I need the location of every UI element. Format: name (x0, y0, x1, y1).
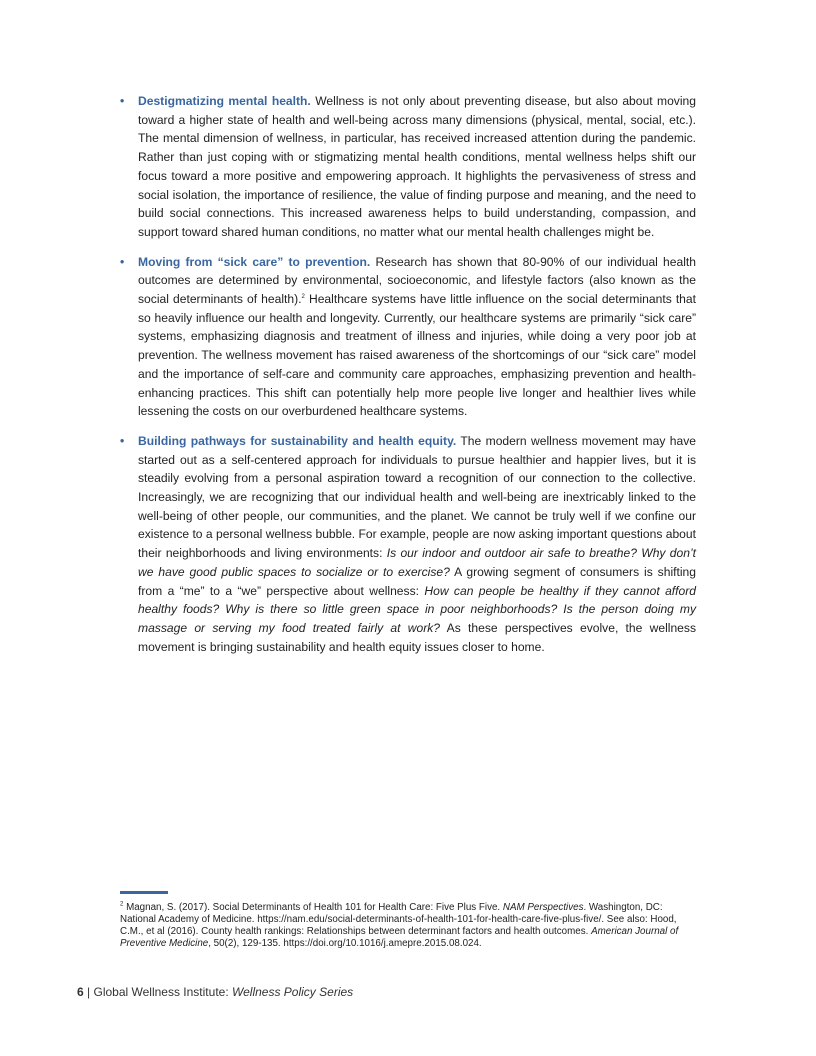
page-number: 6 (77, 985, 84, 999)
footnote-text: . Washington, DC: National Academy of Medicine. https://nam.edu/social-determinants-of-health-101-for-health-care-five-plus-five/. See also: Hood, C.M., et al (2016). County health rankings: Relationships between determinant factors and health outcomes. (120, 902, 677, 937)
bullet-heading: Moving from “sick care” to prevention. (138, 254, 371, 269)
bullet-sustainability (120, 432, 696, 656)
page-footer (77, 985, 353, 999)
footnote-text: , 50(2), 129-135. https://doi.org/10.1016/j.amepre.2015.08.024. (208, 938, 482, 949)
footnote-text: Magnan, S. (2017). Social Determinants of Health 101 for Health Care: Five Plus Five. (123, 902, 503, 913)
footnote-italic: American Journal of Preventive Medicine (120, 926, 679, 949)
footnote-reference[interactable]: 2 (301, 294, 305, 300)
footnote-italic: NAM Perspectives (502, 902, 584, 913)
bullet-text: As these perspectives evolve, the wellness movement is bringing sustainability and health equity issues closer to home. (138, 620, 697, 654)
bullet-text: The modern wellness movement may have started out as a self-centered approach for individuals to pursue healthier and happier lives, but it is steadily evolving from a personal aspiration toward a recognition of our connection to the collective. Increasingly, we are recognizing that our individual health and well-being are inextricably linked to the well-being of other people, our communities, and the planet. We cannot be truly well if we confine our existence to a personal wellness bubble. For example, people are now asking important questions about their neighborhoods and living environments: (138, 433, 696, 561)
bullet-text: Healthcare systems have little influence on the social determinants that so heavily influence our health and longevity. Currently, our healthcare systems are primarily “sick care” systems, emphasizing diagnosis and treatment of illness and injuries, while doing a very poor job at prevention. The wellness movement has raised awareness of the shortcomings of our “sick care” model and the importance of self-care and community care approaches, emphasizing prevention and health-enhancing practices. This shift can potentially help more people live longer and healthier lives while lessening the costs on our overburdened healthcare systems. (138, 292, 696, 419)
bullet-heading: Building pathways for sustainability and health equity. (138, 433, 457, 448)
bullet-icon: • (120, 433, 125, 448)
footnote-divider (120, 891, 168, 894)
bullet-icon: • (120, 94, 125, 108)
footer-separator: | (83, 985, 94, 999)
footer-org: Global Wellness Institute: (93, 985, 232, 999)
main-content (120, 92, 696, 667)
bullet-heading: Destigmatizing mental health. (138, 94, 311, 108)
bullet-text: Research has shown that 80-90% of our individual health outcomes are determined by environmental, socioeconomic, and lifestyle factors (also known as the social determinants of health). (138, 254, 696, 307)
footnote-marker: 2 (120, 901, 124, 908)
bullet-italic-question: Is our indoor and outdoor air safe to breathe? Why don’t we have good public spaces to socialize or to exercise? (138, 546, 696, 579)
footer-series: Wellness Policy Series (232, 985, 354, 999)
bullet-mental-health (120, 92, 696, 242)
bullet-prevention (120, 253, 696, 421)
bullet-icon: • (120, 254, 125, 269)
footnote (120, 902, 696, 950)
bullet-text: A growing segment of consumers is shifting from a “me” to a “we” perspective about wellness: (138, 564, 696, 598)
bullet-text: Wellness is not only about preventing disease, but also about moving toward a higher state of health and well-being across many dimensions (physical, mental, social, etc.). The mental dimension of wellness, in particular, has received increased attention during the pandemic. Rather than just coping with or stigmatizing mental health conditions, mental wellness helps shift our focus toward a more positive and empowering approach. It highlights the pervasiveness of stress and social isolation, the importance of resilience, the value of finding purpose and meaning, and the need to build social connections. This increased awareness helps to build understanding, compassion, and support toward shared human conditions, no matter what our mental health challenges might be. (138, 94, 696, 239)
bullet-italic-question: How can people be healthy if they cannot afford healthy foods? Why is there so little green space in poor neighborhoods? Is the person doing my massage or serving my food treated fairly at work? (138, 583, 696, 635)
